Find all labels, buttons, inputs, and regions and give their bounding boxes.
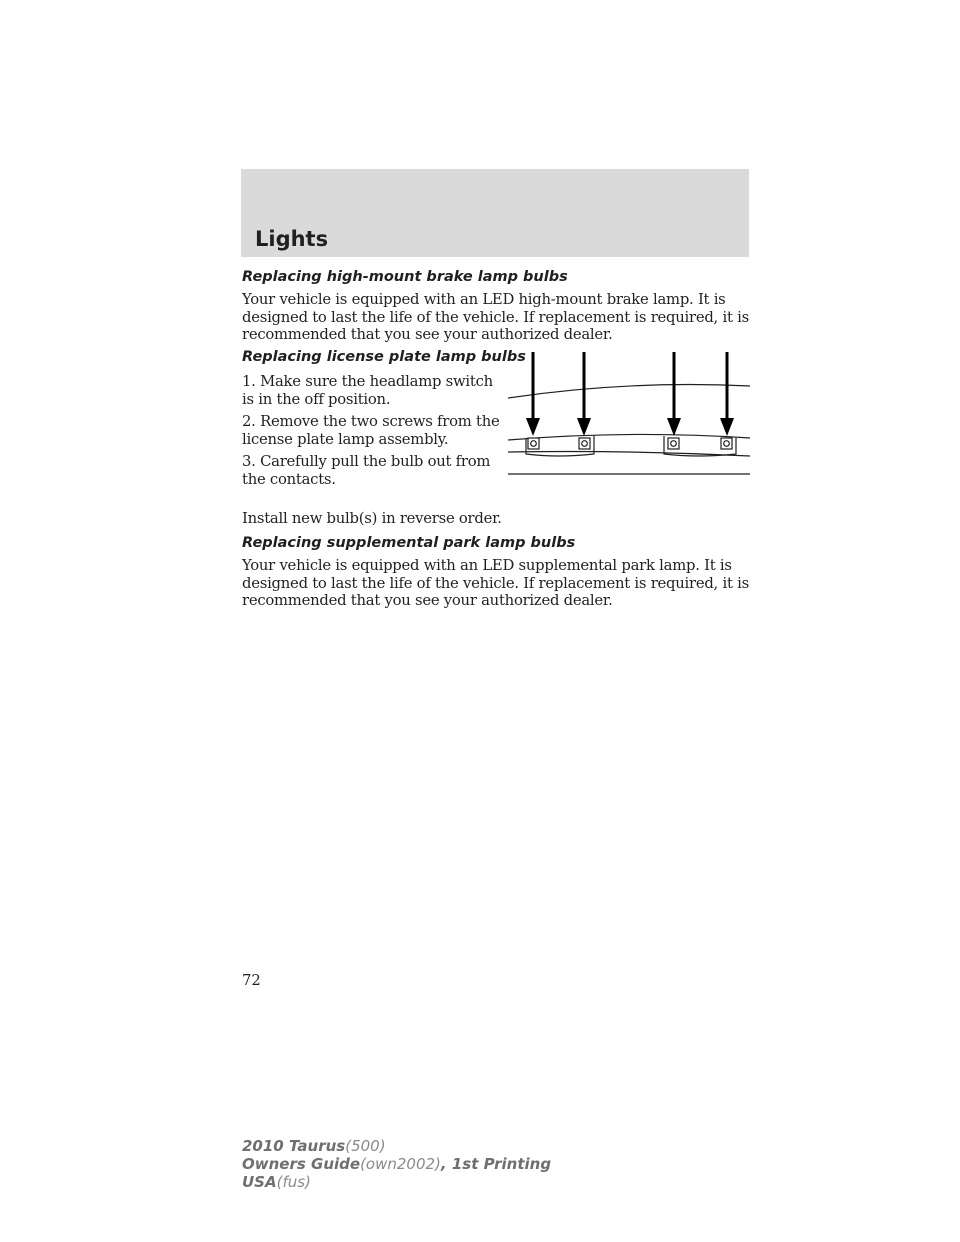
heading-high-mount-brake: Replacing high-mount brake lamp bulbs [242,269,568,285]
footer-model: 2010 Taurus [242,1137,346,1155]
license-plate-lamp-illustration [508,350,750,482]
heading-supplemental-park: Replacing supplemental park lamp bulbs [242,535,576,551]
install-note: Install new bulb(s) in reverse order. [242,510,502,527]
screw-icons [528,438,732,449]
footer-guide-code: (own2002) [360,1155,441,1173]
paragraph-supplemental-park: Your vehicle is equipped with an LED supplemental park lamp. It is designed to last the life of the vehicle. If replacement is required, it is recommended that you see your authorized dealer. [242,557,749,609]
footer-market-code: (fus) [276,1173,311,1191]
step-3: 3. Carefully pull the bulb out from the contacts. [242,453,491,488]
step-1: 1. Make sure the headlamp switch is in the off position. [242,373,493,408]
footer-market: USA [242,1173,277,1191]
arrow-icons [526,352,734,436]
step-2: 2. Remove the two screws from the license plate lamp assembly. [242,413,500,448]
heading-license-plate: Replacing license plate lamp bulbs [242,349,526,365]
footer-guide: Owners Guide [242,1155,361,1173]
paragraph-high-mount-brake: Your vehicle is equipped with an LED high-mount brake lamp. It is designed to last the life of the vehicle. If replacement is required, it is recommended that you see your authorized dealer. [242,291,749,343]
section-header-band [241,169,749,257]
page-number: 72 [242,972,261,989]
trim-line-upper [508,385,750,399]
section-title: Lights [255,227,329,251]
trim-line-middle [508,434,750,440]
footer-model-code: (500) [345,1137,386,1155]
footer-printing: , 1st Printing [440,1155,552,1173]
footer-imprint [242,1137,551,1191]
